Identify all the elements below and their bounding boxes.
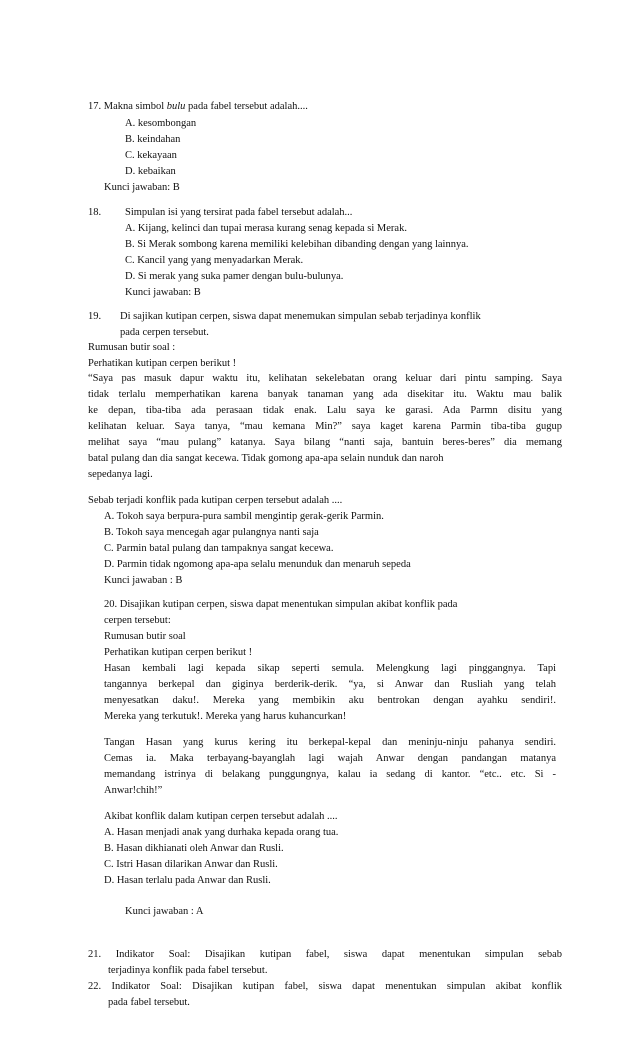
q20-formula-label: Rumusan butir soal [104,631,186,642]
q20-passage-line: Mereka yang terkutuk!. Mereka yang harus kuhancurkan! [104,711,347,722]
q19-passage-line: batal pulang dan dia sangat kecewa. Tidak gomong apa-apa selain nunduk dan naroh [88,453,444,464]
q17-option-b: B. keindahan [125,134,181,145]
q21-indicator-line1: 21. Indikator Soal: Disajikan kutipan fabel, siswa dapat menentukan simpulan sebab [88,949,562,960]
q17-stem-text: 17. Makna simbol [88,101,167,112]
q20-option-c: C. Istri Hasan dilarikan Anwar dan Rusli. [104,859,278,870]
q22-indicator-line2: pada fabel tersebut. [108,997,190,1008]
q20-option-a: A. Hasan menjadi anak yang durhaka kepada orang tua. [104,827,339,838]
q19-indicator-line2: pada cerpen tersebut. [120,327,209,338]
q20-answer-key: Kunci jawaban : A [125,906,204,917]
q17-option-d: D. kebaikan [125,166,176,177]
q17-option-c: C. kekayaan [125,150,177,161]
q18-option-c: C. Kancil yang yang menyadarkan Merak. [125,255,304,266]
q17-option-a: A. kesombongan [125,118,197,129]
q18-option-b: B. Si Merak sombong karena memiliki kelebihan dibanding dengan yang lainnya. [125,239,469,250]
q20-passage-line: Anwar!chih!” [104,785,163,796]
q19-passage-line: sepedanya lagi. [88,469,153,480]
q19-option-b: B. Tokoh saya mencegah agar pulangnya nanti saja [104,527,319,538]
q21-indicator-line2: terjadinya konflik pada fabel tersebut. [108,965,268,976]
q17-stem-text-end: pada fabel tersebut adalah.... [185,101,308,112]
q19-option-a: A. Tokoh saya berpura-pura sambil mengintip gerak-gerik Parmin. [104,511,384,522]
q20-passage-line: Cemas ia. Maka terbayang-bayanglah lagi wajah Anwar dengan pandangan matanya [104,753,556,764]
q20-passage-line: Tangan Hasan yang kurus kering itu berkepal-kepal dan meninju-ninju pahanya sendiri. [104,737,556,748]
q17-answer-key: Kunci jawaban: B [104,182,180,193]
q22-indicator-line1: 22. Indikator Soal: Disajikan kutipan fabel, siswa dapat menentukan simpulan akibat konflik [88,981,562,992]
q20-passage-line: menyesatkan daku!. Mereka yang membikin aku bentrokan dengan ayahku sendiri!. [104,695,556,706]
q18-answer-key: Kunci jawaban: B [125,287,201,298]
q20-indicator-line1: 20. Disajikan kutipan cerpen, siswa dapat menentukan simpulan akibat konflik pada [104,599,458,610]
q19-instruction: Perhatikan kutipan cerpen berikut ! [88,358,237,369]
q19-indicator-line1: Di sajikan kutipan cerpen, siswa dapat menemukan simpulan sebab terjadinya konflik [120,311,481,322]
q18-option-d: D. Si merak yang suka pamer dengan bulu-bulunya. [125,271,344,282]
q18-stem: Simpulan isi yang tersirat pada fabel tersebut adalah... [125,207,353,218]
q19-answer-key: Kunci jawaban : B [104,575,183,586]
q17-stem-italic: bulu [166,101,186,112]
q18-number: 18. [88,207,102,218]
q20-instruction: Perhatikan kutipan cerpen berikut ! [104,647,253,658]
q20-option-d: D. Hasan terlalu pada Anwar dan Rusli. [104,875,271,886]
q20-passage-line: tangannya berkepal dan giginya berderik-derik. “ya, si Anwar dan Rusliah yang telah [104,679,556,690]
q20-question: Akibat konflik dalam kutipan cerpen tersebut adalah .... [104,811,338,822]
q19-passage-line: tidak terlalu memperhatikan karena banyak tanaman yang ada disekitar itu. Waktu mau balik [88,389,562,400]
q19-passage-line: melihat saya “mau pulang” katanya. Saya bilang “nanti saja, bantuin beres-beres” dia memang [88,437,562,448]
q19-option-d: D. Parmin tidak ngomong apa-apa selalu menunduk dan menaruh sepeda [104,559,411,570]
q19-passage-line: “Saya pas masuk dapur waktu itu, kelihatan sekelebatan orang keluar dari pintu samping. Saya [88,373,562,384]
q20-indicator-line2: cerpen tersebut: [104,615,171,626]
q20-passage-line: memandang istrinya di belakang punggungnya, kalau ia sedang di kantor. “etc.. etc. Si - [104,769,556,780]
q17-stem [88,100,308,113]
q19-passage-line: ke depan, tiba-tiba ada perasaan tidak enak. Lalu saya ke garasi. Ada Parmn disitu yang [88,405,562,416]
q20-option-b: B. Hasan dikhianati oleh Anwar dan Rusli. [104,843,284,854]
q19-option-c: C. Parmin batal pulang dan tampaknya sangat kecewa. [104,543,334,554]
q19-number: 19. [88,311,102,322]
q18-option-a: A. Kijang, kelinci dan tupai merasa kurang senag kepada si Merak. [125,223,407,234]
q19-question: Sebab terjadi konflik pada kutipan cerpen tersebut adalah .... [88,495,343,506]
q20-passage-line: Hasan kembali lagi kepada sikap seperti semula. Melengkung lagi pinggangnya. Tapi [104,663,556,674]
q19-formula-label: Rumusan butir soal : [88,342,176,353]
q19-passage-line: kelihatan keluar. Saya tanya, “mau kemana Min?” saya kaget karena Parmin tiba-tiba gugup [88,421,562,432]
